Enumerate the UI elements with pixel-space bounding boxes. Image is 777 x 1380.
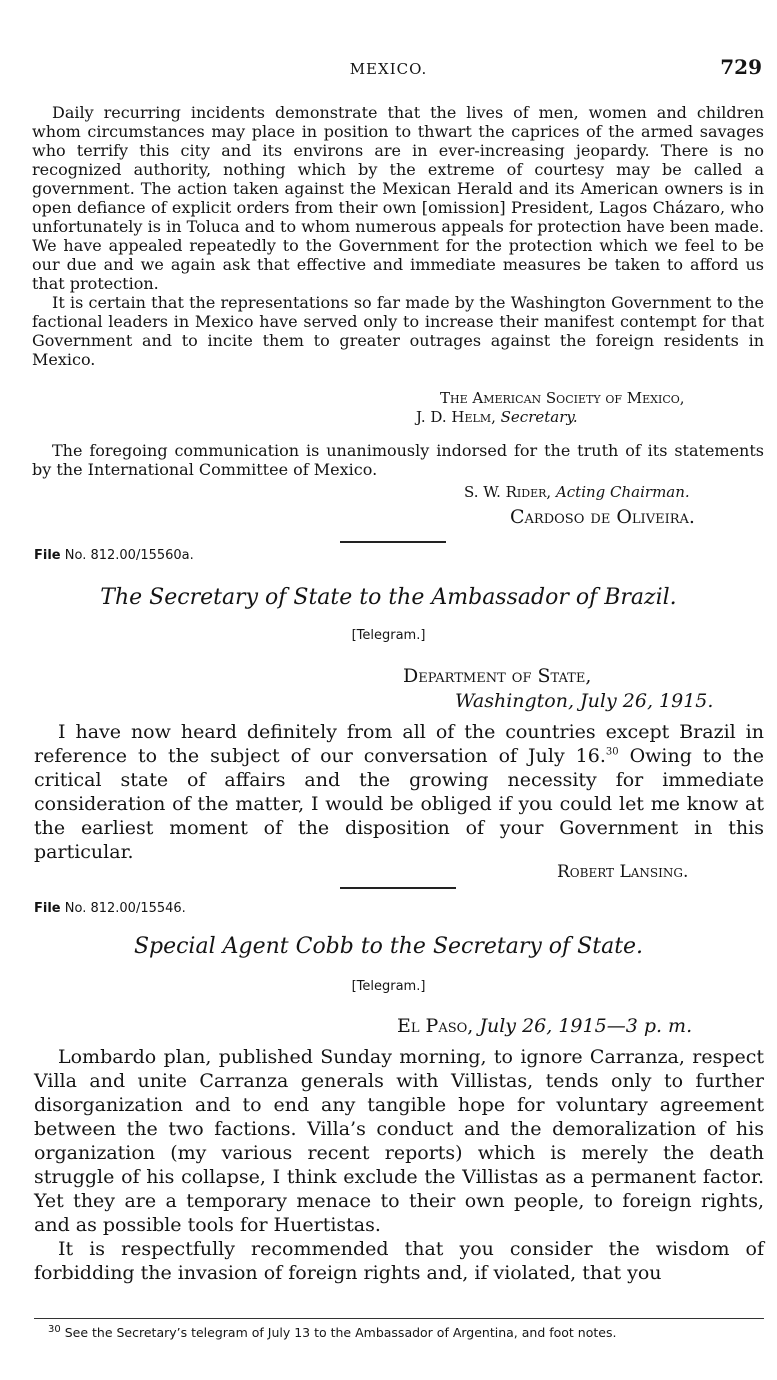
section-divider — [340, 887, 456, 889]
section-divider — [340, 541, 446, 543]
signer-organization: The American Society of Mexico, — [440, 389, 685, 407]
footnote — [34, 1325, 764, 1341]
signer-name: J. D. Helm, — [416, 408, 496, 426]
signer: Robert Lansing. — [557, 862, 689, 882]
endorser-role: Acting Chairman. — [555, 483, 690, 501]
sender-department: Department of State, — [403, 665, 592, 687]
body-text: I have now heard definitely from all of the countries except Brazil in reference to the subject of our conversation of July 16. — [34, 721, 764, 767]
file-label: File — [34, 548, 61, 563]
telegram-body — [34, 720, 764, 864]
paragraph: The foregoing communication is unanimously indorsed for the truth of its statements by the International Committee of Mexico. — [32, 441, 764, 479]
document-heading: The Secretary of State to the Ambassador of Brazil. — [100, 585, 677, 610]
endorser-name: S. W. Rider, — [464, 483, 552, 501]
file-number — [34, 548, 194, 563]
telegram-label: [Telegram.] — [351, 979, 426, 994]
file-number-value: No. 812.00/15560a. — [64, 548, 194, 563]
document-heading: Special Agent Cobb to the Secretary of State. — [133, 934, 644, 959]
sender-place-date: Washington, July 26, 1915. — [455, 690, 714, 712]
signer-role: Secretary. — [500, 408, 578, 426]
place: El Paso, — [397, 1015, 474, 1037]
dateline — [397, 1014, 692, 1038]
body-text: Owing to the critical state of affairs and the growing necessity for immediate consideration of the matter, I would be obliged if you could let me know at the earliest moment of the disposition of your Government in this particular. — [34, 745, 764, 863]
paragraph: It is certain that the representations so far made by the Washington Government to the factional leaders in Mexico have served only to increase their manifest contempt for that Government and to incite them to greater outrages against the foreign residents in Mexico. — [32, 293, 764, 369]
letter-body — [32, 103, 764, 369]
paragraph: It is respectfully recommended that you consider the wisdom of forbidding the invasion of foreign rights and, if violated, that you — [34, 1238, 764, 1284]
running-head: MEXICO. — [349, 60, 428, 78]
paragraph — [34, 720, 764, 864]
endorsement-body — [32, 441, 764, 479]
endorser-line — [464, 483, 690, 502]
footnote-number: 30 — [48, 1323, 61, 1335]
footnote-divider — [34, 1318, 764, 1319]
final-signer: Cardoso de Oliveira. — [510, 506, 695, 528]
footnote-text: See the Secretary’s telegram of July 13 to the Ambassador of Argentina, and foot notes. — [60, 1325, 617, 1340]
file-number-value: No. 812.00/15546. — [64, 901, 186, 916]
paragraph: Lombardo plan, published Sunday morning, to ignore Carranza, respect Villa and unite Carranza generals with Villistas, tends only to further disorganization and to end any tangible hope for voluntary agreement between the two factions. Villa’s conduct and the demoralization of his organization (my various recent reports) which is merely the death struggle of his collapse, I think exclude the Villistas as a permanent factor. Yet they are a temporary menace to their own people, to foreign rights, and as possible tools for Huertistas. — [34, 1046, 764, 1236]
paragraph: Daily recurring incidents demonstrate that the lives of men, women and children whom circumstances may place in position to thwart the caprices of the armed savages who terrify this city and its environs are in ever-increasing jeopardy. There is no recognized authority, nothing which by the extreme of courtesy may be called a government. The action taken against the Mexican Herald and its American owners is in open defiance of explicit orders from their own [omission] President, Lagos Cházaro, who unfortunately is in Toluca and to whom numerous appeals for protection have been made. We have appealed repeatedly to the Government for the protection which we feel to be our due and we again ask that effective and immediate measures be taken to afford us that protection. — [32, 103, 764, 293]
telegram-body — [34, 1045, 764, 1285]
footnote-ref: 30 — [605, 746, 619, 758]
file-number — [34, 901, 186, 916]
signer-line — [416, 408, 578, 427]
page-number: 729 — [720, 55, 762, 79]
file-label: File — [34, 901, 61, 916]
date: July 26, 1915—3 p. m. — [479, 1015, 693, 1037]
telegram-label: [Telegram.] — [351, 628, 426, 643]
